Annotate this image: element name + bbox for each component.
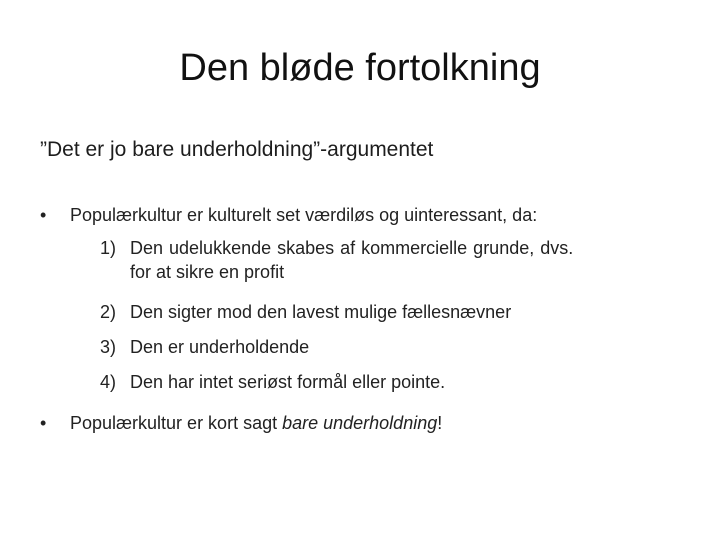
numbered-text-line: Den er underholdende <box>130 337 310 357</box>
bullet-text: Populærkultur er kulturelt set værdiløs og uinteressant, da: <box>70 205 538 225</box>
numbered-text <box>130 300 690 324</box>
numbered-text-line: Den sigter mod den lavest mulige fællesnævner <box>130 302 512 322</box>
bullet-marker: • <box>40 413 47 433</box>
numbered-text-line: Den har intet seriøst formål eller pointe. <box>130 372 446 392</box>
numbered-text-line: for at sikre en profit <box>130 262 285 282</box>
bullet-marker: • <box>40 205 47 225</box>
bullet-text-end: ! <box>437 413 443 433</box>
numbered-text <box>130 236 690 284</box>
numbered-marker: 1) <box>100 238 117 258</box>
numbered-text <box>130 370 690 394</box>
bullet-text-emphasis: bare underholdning <box>282 413 438 433</box>
slide-title: Den bløde fortolkning <box>179 47 541 89</box>
numbered-marker: 3) <box>100 337 117 357</box>
slide-subtitle: ”Det er jo bare underholdning”-argumentet <box>40 138 434 161</box>
numbered-marker: 2) <box>100 302 117 322</box>
numbered-marker: 4) <box>100 372 117 392</box>
numbered-text <box>130 335 690 359</box>
bullet-text <box>70 411 690 435</box>
bullet-text-plain: Populærkultur er kort sagt <box>70 413 283 433</box>
numbered-text-line: Den udelukkende skabes af kommercielle grunde, dvs. <box>130 238 574 258</box>
